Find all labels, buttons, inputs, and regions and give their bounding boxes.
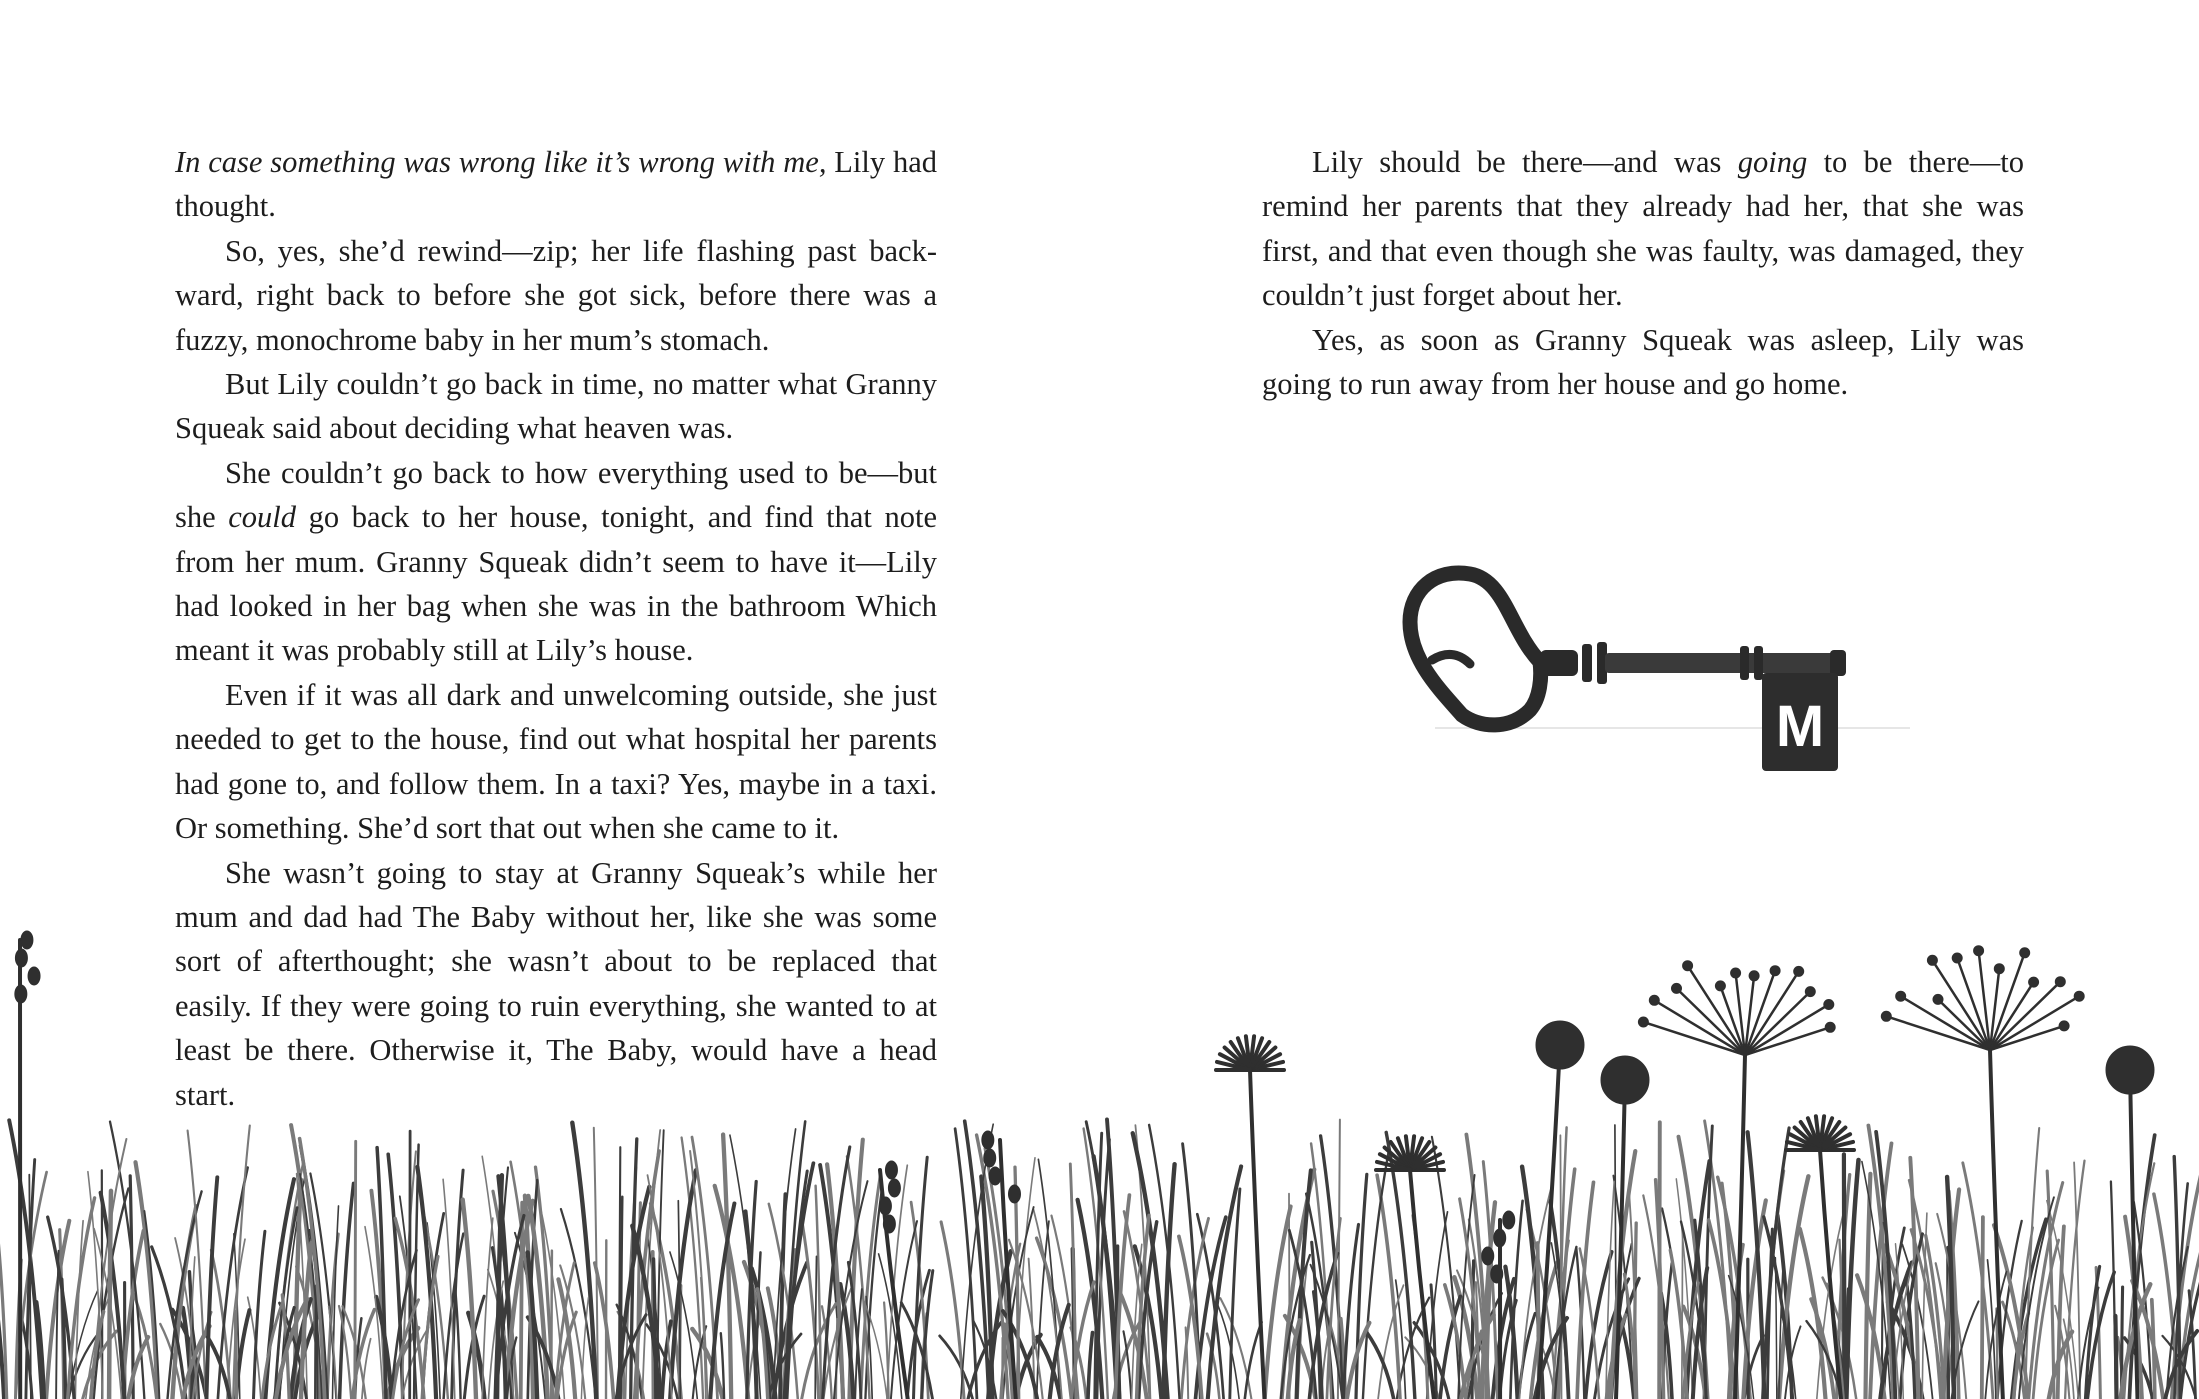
grass-blade bbox=[1265, 1207, 1291, 1399]
flower-bud bbox=[984, 1149, 996, 1167]
flower-bud bbox=[883, 1215, 895, 1233]
flower-floret bbox=[1824, 1000, 1834, 1010]
paragraph-6: She wasn’t going to stay at Granny Squeak’s while her mum and dad had The Baby without her, like she was some sort of afterthought; she wasn’t about to be replaced that easily. If they were going to ruin everything, she wanted to at least be there. Otherwise it, The Baby, would have a head start. bbox=[175, 855, 937, 1112]
flower-ray bbox=[1745, 1005, 1829, 1056]
paragraph-4-italic: could bbox=[228, 500, 297, 535]
grass-blade bbox=[1844, 1154, 1845, 1399]
paragraph-1 bbox=[175, 140, 937, 229]
flower-ray bbox=[1901, 996, 1990, 1050]
grass-blade bbox=[1163, 1164, 1174, 1399]
flower-bud bbox=[885, 1161, 897, 1179]
flower-floret bbox=[1638, 1017, 1648, 1027]
flower-floret bbox=[2074, 991, 2084, 1001]
grass-blade bbox=[1982, 1217, 1983, 1399]
flower-bud bbox=[1503, 1211, 1515, 1229]
grass-blade bbox=[1926, 1235, 1945, 1399]
paragraph-1-text: Lily had thought. bbox=[175, 145, 937, 224]
grass-blade bbox=[340, 1183, 354, 1399]
flower-floret bbox=[1794, 966, 1804, 976]
flower-bud bbox=[1491, 1265, 1503, 1283]
flower-bud bbox=[15, 985, 27, 1003]
paragraph-4-before: She couldn’t go back to how everything used to be—but she bbox=[175, 455, 937, 535]
flower-floret bbox=[2059, 1021, 2069, 1031]
paragraph-4 bbox=[175, 451, 937, 673]
flower-bud bbox=[982, 1131, 994, 1149]
grass-blade bbox=[2152, 1300, 2155, 1399]
flower-bud bbox=[1482, 1247, 1494, 1265]
grass-blade bbox=[355, 1141, 356, 1399]
grass-blade bbox=[207, 1177, 218, 1399]
flower-floret bbox=[1896, 991, 1906, 1001]
grass-blade bbox=[56, 1251, 59, 1399]
flower-head bbox=[1601, 1056, 1649, 1104]
flower-bud bbox=[989, 1167, 1001, 1185]
grass-blade bbox=[1208, 1167, 1241, 1399]
grass-blade bbox=[1560, 1135, 1561, 1399]
grass-blade bbox=[670, 1170, 696, 1399]
flower-bud bbox=[21, 931, 33, 949]
grass-blade bbox=[1088, 1333, 1093, 1399]
flower-floret bbox=[1672, 983, 1682, 993]
paragraph-7-before: Lily should be there—and was bbox=[1312, 145, 1738, 179]
flower-bud bbox=[1494, 1229, 1506, 1247]
paragraph-4-after: go back to her house, tonight, and find that note from her mum. Granny Squeak didn’t seem to have it—Lily had looked in her bag when she was in the bathroom Which meant it was probably still at Lily’s house. bbox=[175, 500, 937, 668]
paragraph-7-after: to be there—to remind her parents that they already had her, that she was first, and that even though she was faulty, was damaged, they couldn’t just forget about her. bbox=[1262, 145, 2024, 313]
grass-blade bbox=[455, 1285, 461, 1399]
flower-bud bbox=[15, 949, 27, 967]
flower-bud bbox=[1008, 1185, 1020, 1203]
grass-blade bbox=[1670, 1250, 1687, 1399]
flower-floret bbox=[1649, 995, 1659, 1005]
grass-blade bbox=[1866, 1174, 1871, 1399]
flower-floret bbox=[1715, 981, 1725, 991]
flower-bud bbox=[28, 967, 40, 985]
flower-floret bbox=[1731, 968, 1741, 978]
flower-floret bbox=[1805, 987, 1815, 997]
flower-head bbox=[1536, 1021, 1584, 1069]
flower-floret bbox=[1952, 953, 1962, 963]
paragraph-8: Yes, as soon as Granny Squeak was asleep, Lily was going to run away from her house and go home. bbox=[1262, 322, 2024, 402]
grass-blade bbox=[1800, 1229, 1826, 1399]
flower-floret bbox=[1933, 994, 1943, 1004]
grass-blade bbox=[1779, 1176, 1808, 1399]
flower-stem bbox=[1735, 1055, 1745, 1399]
paragraph-7-italic: going bbox=[1737, 145, 1808, 179]
paragraph-2: So, yes, she’d rewind—zip; her life flashing past backward, right back to before she got sick, before there was a fuzzy, monochrome baby in her mum’s stomach. bbox=[175, 233, 937, 357]
grass-blade bbox=[1682, 1235, 1683, 1399]
grass-blade bbox=[109, 1191, 111, 1399]
paragraph-3: But Lily couldn’t go back in time, no matter what Granny Squeak said about deciding what heaven was. bbox=[175, 367, 937, 446]
flower-floret bbox=[1683, 961, 1693, 971]
flower-floret bbox=[2055, 977, 2065, 987]
grass-blade bbox=[265, 1179, 294, 1399]
grass-blade bbox=[955, 1129, 977, 1399]
italic-thought: In case something was wrong like it’s wrong with me, bbox=[175, 145, 827, 179]
grass-blade bbox=[940, 1336, 973, 1399]
flower-head bbox=[2106, 1046, 2154, 1094]
flower-floret bbox=[1994, 964, 2004, 974]
grass-blade bbox=[1338, 1120, 1340, 1399]
flower-bud bbox=[888, 1179, 900, 1197]
paragraph-7 bbox=[1262, 140, 2024, 318]
key-bit-glyph: M bbox=[1775, 694, 1825, 759]
flower-floret bbox=[2029, 977, 2039, 987]
grass-blade bbox=[941, 1222, 964, 1399]
grass-blade bbox=[414, 1145, 419, 1399]
meadow-illustration bbox=[0, 700, 2199, 1399]
flower-floret bbox=[1881, 1011, 1891, 1021]
right-page-text bbox=[1262, 140, 2024, 406]
flower-ray bbox=[1654, 1000, 1745, 1055]
grass-blade bbox=[2111, 1182, 2116, 1399]
flower-floret bbox=[1974, 946, 1984, 956]
flower-floret bbox=[1825, 1022, 1835, 1032]
grass-blade bbox=[1245, 1322, 1262, 1399]
grass-blade bbox=[1997, 1309, 1998, 1399]
flower-floret bbox=[1749, 971, 1759, 981]
grass-blade bbox=[1218, 1305, 1239, 1399]
flower-floret bbox=[1927, 955, 1937, 965]
flower-floret bbox=[1770, 966, 1780, 976]
paragraph-5: Even if it was all dark and unwelcoming outside, she just needed to get to the house, find out what hospital her parents had gone to, and follow them. In a taxi? Yes, maybe in a taxi. Or something. She’d sort that out when she came to it. bbox=[175, 677, 937, 846]
flower-bud bbox=[879, 1197, 891, 1215]
flower-floret bbox=[2020, 948, 2030, 958]
